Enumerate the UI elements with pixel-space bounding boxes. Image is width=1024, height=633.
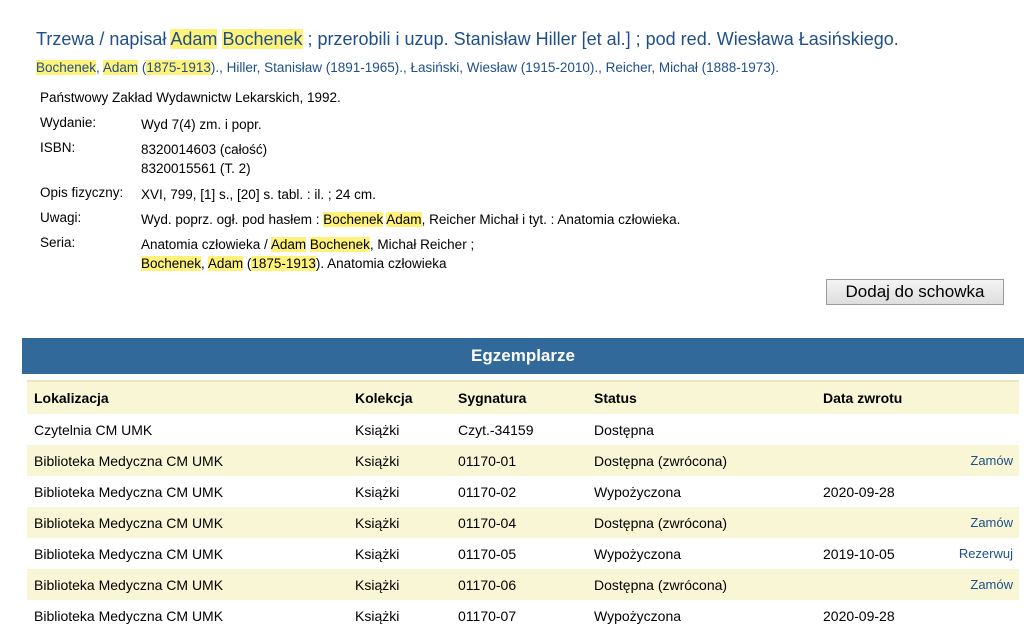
isbn-value-2: 8320015561 (T. 2) <box>141 161 251 176</box>
cell-status: Wypożyczona <box>587 538 816 569</box>
cell-action <box>933 600 1019 631</box>
table-row <box>27 600 1019 631</box>
column-header-action <box>933 381 1019 414</box>
title-rest: ; przerobili i uzup. Stanisław Hiller [et al.] ; pod red. Wiesława Łasińskiego. <box>302 29 899 49</box>
cell-signature: 01170-05 <box>451 538 587 569</box>
author-link-reicher[interactable]: Reicher, Michał (1888-1973). <box>605 60 779 75</box>
series-label: Seria: <box>40 235 76 250</box>
table-row <box>27 569 1019 600</box>
notes-value <box>141 210 680 229</box>
order-link[interactable]: Zamów <box>970 515 1013 530</box>
column-header-status: Status <box>587 381 816 414</box>
series-line2-highlight-1: Bochenek <box>141 256 202 271</box>
cell-collection: Książki <box>348 476 451 507</box>
cell-status: Dostępna <box>587 414 816 445</box>
cell-location: Biblioteka Medyczna CM UMK <box>27 445 348 476</box>
cell-location: Czytelnia CM UMK <box>27 414 348 445</box>
series-line2-highlight-2: Adam <box>207 256 244 271</box>
record-title <box>36 29 899 50</box>
cell-status: Dostępna (zwrócona) <box>587 445 816 476</box>
author-link-lasinski[interactable]: Łasiński, Wiesław (1915-2010)., <box>410 60 602 75</box>
order-link[interactable]: Zamów <box>970 577 1013 592</box>
cell-location: Biblioteka Medyczna CM UMK <box>27 507 348 538</box>
order-link[interactable]: Zamów <box>970 453 1013 468</box>
cell-due-date: 2020-09-28 <box>816 476 933 507</box>
column-header-collection: Kolekcja <box>348 381 451 414</box>
series-line2-highlight-3: 1875-1913 <box>251 256 316 271</box>
isbn-label: ISBN: <box>40 140 76 155</box>
table-row <box>27 476 1019 507</box>
isbn-value-1: 8320014603 (całość) <box>141 142 268 157</box>
cell-due-date <box>816 414 933 445</box>
cell-action <box>933 476 1019 507</box>
cell-due-date <box>816 445 933 476</box>
cell-collection: Książki <box>348 538 451 569</box>
cell-action <box>933 414 1019 445</box>
cell-status: Wypożyczona <box>587 600 816 631</box>
reserve-link[interactable]: Rezerwuj <box>958 546 1013 561</box>
notes-highlight-2: Adam <box>386 212 422 227</box>
notes-prefix: Wyd. poprz. ogł. pod hasłem : <box>141 212 324 227</box>
copies-header: Egzemplarze <box>22 338 1024 374</box>
cell-signature: 01170-02 <box>451 476 587 507</box>
series-line2-suffix: ). Anatomia człowieka <box>315 256 447 271</box>
table-row <box>27 507 1019 538</box>
series-line1-suffix: , Michał Reicher ; <box>369 237 475 252</box>
cell-action <box>933 538 1019 569</box>
cell-collection: Książki <box>348 414 451 445</box>
author-first-highlight: Adam <box>102 60 139 75</box>
physical-label: Opis fizyczny: <box>40 185 124 200</box>
copies-table-header-row <box>27 381 1019 414</box>
cell-due-date <box>816 569 933 600</box>
cell-action <box>933 569 1019 600</box>
title-author-first-highlight: Adam <box>170 29 218 49</box>
cell-collection: Książki <box>348 445 451 476</box>
cell-status: Dostępna (zwrócona) <box>587 569 816 600</box>
add-to-clipboard-button[interactable]: Dodaj do schowka <box>826 279 1004 305</box>
cell-status: Dostępna (zwrócona) <box>587 507 816 538</box>
author-link-bochenek[interactable]: Bochenek, Adam (1875-1913)., <box>36 60 223 75</box>
table-row <box>27 538 1019 569</box>
author-dates-highlight: 1875-1913 <box>146 60 211 75</box>
cell-location: Biblioteka Medyczna CM UMK <box>27 476 348 507</box>
cell-collection: Książki <box>348 507 451 538</box>
author-last-highlight: Bochenek <box>36 60 97 75</box>
isbn-value <box>141 140 267 178</box>
column-header-location: Lokalizacja <box>27 381 348 414</box>
table-row <box>27 414 1019 445</box>
title-author-last-highlight: Bochenek <box>222 29 303 49</box>
notes-highlight-1: Bochenek <box>323 212 384 227</box>
author-link-hiller[interactable]: Hiller, Stanisław (1891-1965)., <box>226 60 407 75</box>
edition-value: Wyd 7(4) zm. i popr. <box>141 117 262 132</box>
cell-due-date <box>816 507 933 538</box>
cell-status: Wypożyczona <box>587 476 816 507</box>
title-prefix: Trzewa / napisał <box>36 29 171 49</box>
notes-label: Uwagi: <box>40 210 82 225</box>
series-line1-highlight-1: Adam <box>270 237 307 252</box>
authors-list <box>36 60 779 75</box>
notes-suffix: , Reicher Michał i tyt. : Anatomia człowieka. <box>421 212 681 227</box>
cell-signature: 01170-01 <box>451 445 587 476</box>
cell-due-date: 2019-10-05 <box>816 538 933 569</box>
cell-signature: 01170-07 <box>451 600 587 631</box>
copies-table <box>27 380 1019 631</box>
column-header-signature: Sygnatura <box>451 381 587 414</box>
cell-collection: Książki <box>348 569 451 600</box>
table-row <box>27 445 1019 476</box>
cell-signature: 01170-04 <box>451 507 587 538</box>
series-value: Anatomia człowieka / Adam Bochenek, Michał Reicher ; Bochenek, Adam (1875-1913). Anatomia człowieka <box>141 237 475 271</box>
cell-signature: 01170-06 <box>451 569 587 600</box>
cell-location: Biblioteka Medyczna CM UMK <box>27 600 348 631</box>
publisher: Państwowy Zakład Wydawnictw Lekarskich, 1992. <box>40 90 341 105</box>
edition-label: Wydanie: <box>40 115 97 130</box>
cell-collection: Książki <box>348 600 451 631</box>
cell-due-date: 2020-09-28 <box>816 600 933 631</box>
author-suffix: )., <box>210 60 223 75</box>
cell-signature: Czyt.-34159 <box>451 414 587 445</box>
cell-action <box>933 445 1019 476</box>
cell-action <box>933 507 1019 538</box>
cell-location: Biblioteka Medyczna CM UMK <box>27 569 348 600</box>
physical-value: XVI, 799, [1] s., [20] s. tabl. : il. ; 24 cm. <box>141 187 376 202</box>
series-line1-highlight-2: Bochenek <box>309 237 370 252</box>
column-header-due-date: Data zwrotu <box>816 381 933 414</box>
cell-location: Biblioteka Medyczna CM UMK <box>27 538 348 569</box>
series-line1-prefix: Anatomia człowieka / <box>141 237 271 252</box>
